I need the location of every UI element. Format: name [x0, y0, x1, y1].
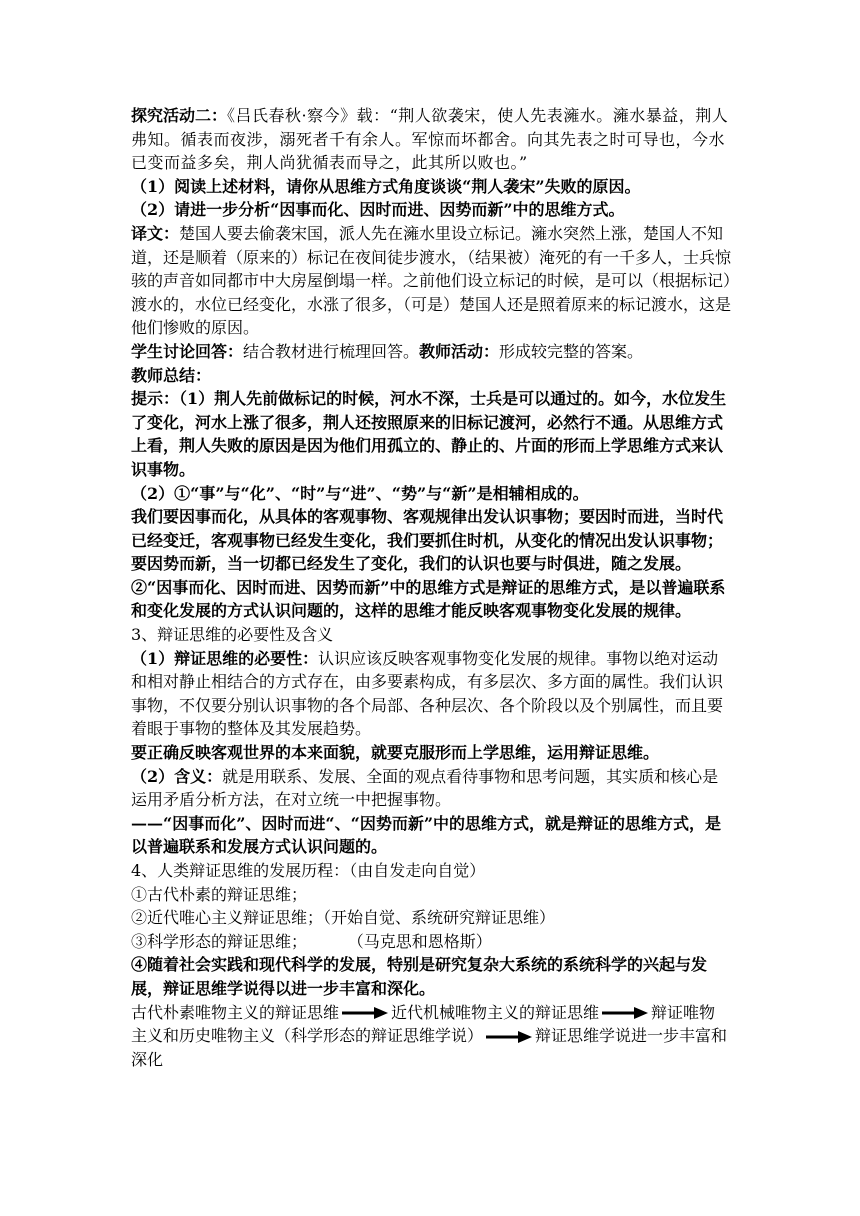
section4-item-2 [131, 906, 731, 930]
hint-paragraph-3 [131, 505, 731, 576]
hint-paragraph-4 [131, 576, 731, 623]
section4-item-1 [131, 883, 731, 907]
question-2-text: （2）请进一步分析“因事而化、因时而进、因势而新”中的思维方式。 [131, 200, 625, 220]
question-1 [131, 175, 731, 199]
section4-title-text: 4、人类辩证思维的发展历程： [131, 861, 350, 880]
section3-title [131, 623, 731, 647]
teacher-text: 形成较完整的答案。 [499, 341, 644, 361]
item2-note: （开始自觉、系统研究辩证思维） [323, 908, 556, 928]
section3-title-text: 3、辩证思维的必要性及含义 [131, 625, 334, 645]
section4-title [131, 859, 731, 883]
item3-text: ③科学形态的辩证思维； [131, 931, 308, 951]
translation-label: 译文： [131, 223, 180, 243]
translation-paragraph [131, 222, 731, 340]
right-arrow-icon [486, 1031, 532, 1043]
necessity-text: 认识应该反映客观事物变化发展的规律。事物以绝对运动和相对静止相结合的方式存在，由多要素构成，有多层次、多方面的属性。我们认识事物，不仅要分别认识事物的各个局部、各种层次、各个阶段以及个别属性，而且要着眼于事物的整体及其发展趋势。 [131, 648, 724, 739]
document-body [131, 104, 731, 1071]
item2-text: ②近代唯心主义辩证思维； [131, 908, 324, 928]
hint-label: 提示： [131, 389, 180, 409]
question-1-text: （1）阅读上述材料，请你从思维方式角度谈谈“荆人袭宋”失败的原因。 [131, 176, 641, 196]
discussion-paragraph [131, 340, 731, 364]
conclusion-paragraph [131, 812, 731, 859]
necessity-bold-paragraph [131, 741, 731, 765]
hint-p3: 我们要因事而化，从具体的客观事物、客观规律出发认识事物；要因时而进，当时代已经变迁，客观事物已经发生变化，我们要抓住时机，从变化的情况出发认识事物；要因势而新，当一切都已经发生了变化，我们的认识也要与时俱进，随之发展。 [131, 507, 724, 574]
summary-title-text: 教师总结： [131, 365, 212, 385]
section4-item-3 [131, 930, 731, 954]
necessity-bold-text: 要正确反映客观世界的本来面貌，就要克服形而上学思维，运用辩证思维。 [131, 743, 660, 763]
flow-step-4: 辩证思维学说进一步丰富和深化 [131, 1026, 728, 1069]
right-arrow-icon [342, 1007, 388, 1019]
activity-label: 探究活动二： [131, 106, 228, 125]
necessity-paragraph [131, 647, 731, 741]
section4-item-4 [131, 953, 731, 1000]
student-text: 结合教材进行梳理回答。 [243, 341, 420, 361]
summary-title [131, 364, 731, 388]
right-arrow-icon [602, 1007, 648, 1019]
flow-step-2: 近代机械唯物主义的辩证思维 [391, 1002, 600, 1022]
item3-note: （马克思和恩格斯） [347, 931, 492, 951]
hint-p1: （1）荆人先前做标记的时候，河水不深，士兵是可以通过的。如今，水位发生了变化，河水上涨了很多，荆人还按照原来的旧标记渡河，必然行不通。从思维方式上看，荆人失败的原因是因为他们用孤立的、静止的、片面的形而上学思维方式来认识事物。 [131, 389, 727, 479]
hint-p4: ②“因事而化、因时而进、因势而新”中的思维方式是辩证的思维方式，是以普遍联系和变化发展的方式认识问题的，这样的思维才能反映客观事物变化发展的规律。 [131, 577, 726, 621]
item1-text: ①古代朴素的辩证思维； [131, 884, 308, 904]
hint-paragraph-1 [131, 387, 731, 481]
section4-title-note: （由自发走向自觉） [349, 861, 486, 880]
flow-step-3: 辩证唯物主义和历史唯物主义（科学形态的辩证思维学说） [131, 1002, 716, 1046]
student-label: 学生讨论回答： [131, 341, 244, 361]
hint-p2: （2）①“事”与“化”、“时”与“进”、“势”与“新”是相辅相成的。 [131, 483, 589, 503]
activity-quote: 《吕氏春秋·察今》载：“荆人欲袭宋，使人先表澭水。澭水暴益，荆人弗知。循表而夜涉，溺死者千有余人。军惊而坏都舍。向其先表之时可导也，今水已变而益多矣，荆人尚犹循表而导之，此其所以败也。” [131, 106, 729, 173]
meaning-paragraph [131, 765, 731, 812]
meaning-text: 就是用联系、发展、全面的观点看待事物和思考问题，其实质和核心是运用矛盾分析方法，在对立统一中把握事物。 [131, 766, 719, 810]
item4-text: ④随着社会实践和现代科学的发展，特别是研究复杂大系统的系统科学的兴起与发展，辩证思维学说得以进一步丰富和深化。 [131, 955, 708, 998]
conclusion-text: ——“因事而化”、因时而进“、“因势而新”中的思维方式，就是辩证的思维方式，是以普遍联系和发展方式认识问题的。 [131, 813, 722, 857]
necessity-label: （1）辩证思维的必要性： [131, 648, 319, 668]
teacher-label: 教师活动： [419, 341, 500, 361]
translation-text: 楚国人要去偷袭宋国，派人先在澭水里设立标记。澭水突然上涨，楚国人不知道，还是顺着（原来的）标记在夜间徒步渡水，（结果被）淹死的有一千多人，士兵惊骇的声音如同都市中大房屋倒塌一样。之前他们设立标记的时候，是可以（根据标记）渡水的，水位已经变化，水涨了很多，（可是）楚国人还是照着原来的标记渡水，这是他们惨败的原因。 [131, 223, 732, 338]
question-2 [131, 198, 731, 222]
meaning-label: （2）含义： [131, 766, 223, 786]
development-flow [131, 1001, 731, 1072]
flow-step-1: 古代朴素唯物主义的辩证思维 [131, 1002, 340, 1022]
hint-paragraph-2 [131, 482, 731, 506]
activity-paragraph [131, 104, 731, 175]
